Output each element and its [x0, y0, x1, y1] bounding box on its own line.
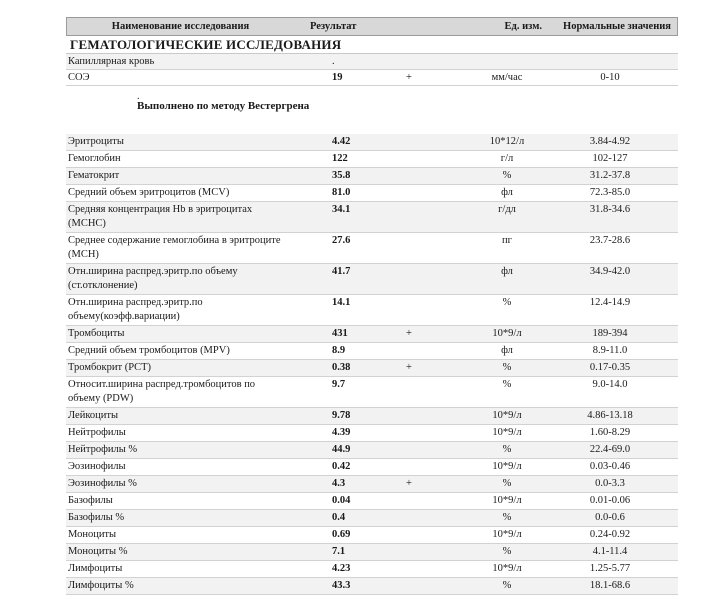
capillary-label: Капиллярная кровь	[68, 56, 155, 67]
result-norm: 31.2-37.8	[589, 170, 631, 181]
result-name: Среднее содержание гемоглобина в эритроците (MCH)	[68, 235, 281, 260]
result-value: 4.39	[332, 427, 351, 438]
result-flag: +	[406, 328, 412, 339]
table-row	[66, 343, 678, 360]
result-unit: %	[502, 362, 512, 373]
capillary-row	[66, 54, 678, 70]
result-name: Эозинофилы	[68, 461, 126, 472]
result-value: 0.38	[332, 362, 351, 373]
result-norm: 18.1-68.6	[589, 580, 631, 591]
result-norm: 1.60-8.29	[589, 427, 631, 438]
result-norm: 12.4-14.9	[589, 297, 631, 308]
result-unit: %	[502, 546, 512, 557]
result-norm: 0.17-0.35	[589, 362, 631, 373]
result-unit: 10*9/л	[492, 563, 522, 574]
table-row	[66, 459, 678, 476]
result-name: Нейтрофилы	[68, 427, 126, 438]
result-unit: 10*9/л	[492, 461, 522, 472]
result-name: Лимфоциты %	[68, 580, 134, 591]
result-value: 8.9	[332, 345, 346, 356]
result-name: Моноциты %	[68, 546, 128, 557]
result-value: 41.7	[332, 266, 351, 277]
table-row	[66, 510, 678, 527]
soe-norm: 0-10	[600, 72, 620, 83]
result-norm: 4.1-11.4	[592, 546, 628, 557]
result-value: 14.1	[332, 297, 351, 308]
table-row	[66, 360, 678, 377]
table-row	[66, 233, 678, 264]
result-name: Базофилы	[68, 495, 113, 506]
results-table	[66, 134, 678, 595]
result-value: 122	[332, 153, 348, 164]
result-norm: 9.0-14.0	[592, 379, 628, 390]
table-row	[66, 185, 678, 202]
soe-result: 19	[332, 72, 343, 83]
result-unit: 10*12/л	[489, 136, 525, 147]
table-row	[66, 408, 678, 425]
result-name: Средняя концентрация Hb в эритроцитах (MCHC)	[68, 204, 253, 229]
table-row	[66, 527, 678, 544]
result-norm: 0.0-3.3	[595, 478, 625, 489]
result-norm: 3.84-4.92	[589, 136, 631, 147]
result-norm: 31.8-34.6	[589, 204, 631, 215]
result-value: 0.42	[332, 461, 351, 472]
result-value: 81.0	[332, 187, 351, 198]
result-unit: 10*9/л	[492, 410, 522, 421]
table-row	[66, 264, 678, 295]
table-row	[66, 202, 678, 233]
method-note: Выполнено по методу Вестергрена	[137, 100, 310, 112]
result-name: Тромбокрит (PCT)	[68, 362, 151, 373]
result-norm: 72.3-85.0	[589, 187, 631, 198]
result-unit: %	[502, 444, 512, 455]
result-unit: фл	[501, 266, 513, 277]
table-row	[66, 151, 678, 168]
capillary-mark: .	[332, 56, 335, 67]
result-value: 4.3	[332, 478, 346, 489]
header-result: Результат	[310, 21, 357, 32]
result-name: Лимфоциты	[68, 563, 123, 574]
table-row	[66, 476, 678, 493]
result-value: 44.9	[332, 444, 351, 455]
result-value: 35.8	[332, 170, 351, 181]
method-dot: .	[137, 91, 140, 102]
result-value: 4.42	[332, 136, 351, 147]
result-value: 34.1	[332, 204, 351, 215]
result-norm: 34.9-42.0	[589, 266, 631, 277]
result-unit: %	[502, 170, 512, 181]
header-norm: Нормальные значения	[563, 21, 671, 32]
table-row	[66, 561, 678, 578]
result-name: Отн.ширина распред.эритр.по объему(коэфф.вариации)	[68, 297, 203, 322]
result-norm: 102-127	[592, 153, 628, 164]
result-norm: 8.9-11.0	[592, 345, 628, 356]
result-value: 0.4	[332, 512, 346, 523]
table-row	[66, 442, 678, 459]
result-value: 7.1	[332, 546, 346, 557]
result-norm: 0.03-0.46	[589, 461, 631, 472]
result-value: 9.7	[332, 379, 346, 390]
result-unit: 10*9/л	[492, 529, 522, 540]
result-norm: 189-394	[592, 328, 628, 339]
table-header	[66, 17, 678, 36]
table-row	[66, 326, 678, 343]
result-flag: +	[406, 478, 412, 489]
result-norm: 0.24-0.92	[589, 529, 631, 540]
result-name: Гематокрит	[68, 170, 120, 181]
table-row	[66, 134, 678, 151]
table-row	[66, 425, 678, 442]
result-value: 43.3	[332, 580, 351, 591]
result-value: 9.78	[332, 410, 351, 421]
result-name: Лейкоциты	[68, 410, 119, 421]
result-name: Тромбоциты	[68, 328, 125, 339]
result-name: Гемоглобин	[68, 153, 121, 164]
result-norm: 23.7-28.6	[589, 235, 631, 246]
result-unit: %	[502, 379, 512, 390]
result-norm: 0.0-0.6	[595, 512, 625, 523]
result-norm: 0.01-0.06	[589, 495, 631, 506]
soe-flag: +	[406, 72, 412, 83]
result-name: Эозинофилы %	[68, 478, 137, 489]
result-name: Отн.ширина распред.эритр.по объему (ст.отклонение)	[68, 266, 238, 291]
result-name: Эритроциты	[68, 136, 124, 147]
section-title: ГЕМАТОЛОГИЧЕСКИЕ ИССЛЕДОВАНИЯ	[66, 36, 678, 54]
result-name: Базофилы %	[68, 512, 125, 523]
soe-row	[66, 70, 678, 86]
result-unit: г/дл	[498, 204, 516, 215]
result-value: 4.23	[332, 563, 351, 574]
result-unit: 10*9/л	[492, 495, 522, 506]
soe-name: СОЭ	[68, 72, 90, 83]
result-value: 0.04	[332, 495, 351, 506]
table-row	[66, 295, 678, 326]
result-norm: 4.86-13.18	[587, 410, 633, 421]
result-flag: +	[406, 362, 412, 373]
result-unit: г/л	[500, 153, 514, 164]
result-name: Средний объем эритроцитов (MCV)	[68, 187, 230, 198]
table-row	[66, 493, 678, 510]
result-value: 431	[332, 328, 348, 339]
result-unit: %	[502, 478, 512, 489]
header-unit: Ед. изм.	[504, 21, 542, 32]
table-row	[66, 168, 678, 185]
result-name: Относит.ширина распред.тромбоцитов по объему (PDW)	[68, 379, 256, 404]
result-value: 27.6	[332, 235, 351, 246]
result-unit: %	[502, 512, 512, 523]
table-row	[66, 578, 678, 595]
soe-unit: мм/час	[491, 72, 523, 83]
result-unit: 10*9/л	[492, 328, 522, 339]
result-norm: 22.4-69.0	[589, 444, 631, 455]
result-unit: %	[502, 297, 512, 308]
result-name: Нейтрофилы %	[68, 444, 138, 455]
result-unit: пг	[502, 235, 512, 246]
result-unit: 10*9/л	[492, 427, 522, 438]
result-norm: 1.25-5.77	[589, 563, 631, 574]
result-unit: фл	[501, 187, 513, 198]
table-row	[66, 544, 678, 561]
table-row	[66, 377, 678, 408]
result-value: 0.69	[332, 529, 351, 540]
result-unit: %	[502, 580, 512, 591]
result-name: Средний объем тромбоцитов (MPV)	[68, 345, 230, 356]
header-name: Наименование исследования	[111, 21, 250, 32]
result-name: Моноциты	[68, 529, 117, 540]
result-unit: фл	[501, 345, 513, 356]
